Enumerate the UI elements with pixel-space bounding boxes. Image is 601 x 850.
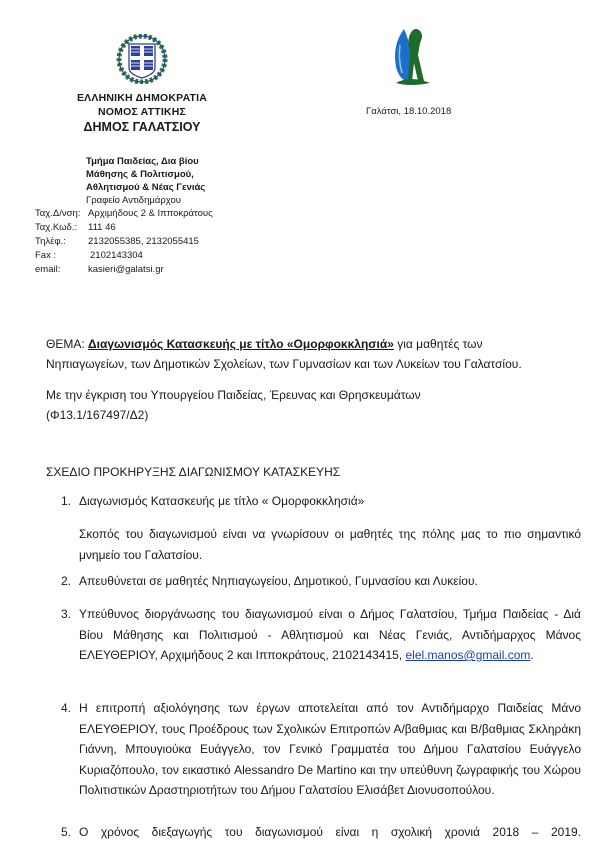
office-name: Γραφείο Αντιδημάρχου (86, 195, 181, 206)
contact-fax: Fax : 2102143304 (35, 250, 143, 261)
list-item-2: 2. Απευθύνεται σε μαθητές Νηπιαγωγείου, Δημοτικού, Γυμνασίου και Λυκείου. (61, 574, 478, 588)
list-item-1: 1. Διαγωνισμός Κατασκευής με τίτλο « Ομορφοκκλησιά» (61, 494, 365, 508)
department-line1: Τμήμα Παιδείας, Δια βίου (86, 156, 199, 167)
email-link[interactable]: elel.manos@gmail.com (405, 648, 531, 662)
letterhead-municipality: ΔΗΜΟΣ ΓΑΛΑΤΣΙΟΥ (83, 120, 201, 134)
list-item-1-description: Σκοπός του διαγωνισμού είναι να γνωρίσουν οι μαθητές της πόλης μας το πιο σημαντικό μνημείο του Γαλατσίου. (79, 527, 581, 562)
subject-title: Διαγωνισμός Κατασκευής με τίτλο «Ομορφοκκλησιά» (88, 337, 394, 351)
list-item-4: 4. Η επιτροπή αξιολόγησης των έργων αποτελείται από τον Αντιδήμαρχο Παιδείας Μάνο ΕΛΕΥΘΕΡΙΟΥ, τους Προέδρους των Σχολικών Επιτροπών Α/βαθμιας και Β/βαθμιας Σκληράκη Γιάννη, Μπουγιούκα Ευάγγελο, τον Γενικό Γραμματέα του Δήμου Γαλατσίου Ευάγγελο Κυριαζόπουλο, τον εικαστικό Alessandro De Martino και την υπεύθυνη ζωγραφικής του Χώρου Πολιτιστικών Δραστηριοτήτων του Δήμου Γαλατσίου Ελισάβετ Διονυσοπούλου. (61, 701, 581, 797)
date-line: Γαλάτσι, 18.10.2018 (366, 106, 452, 117)
department-line3: Αθλητισμού & Νέας Γενιάς (86, 182, 206, 193)
contact-address: Ταχ.Δ/νση: Αρχιμήδους 2 & Ιπποκράτους (35, 208, 213, 219)
contact-postcode: Ταχ.Κωδ.: 111 46 (35, 222, 116, 233)
approval: Με την έγκριση του Υπουργείου Παιδείας, Έρευνας και Θρησκευμάτων (Φ13.1/167497/Δ2) (46, 388, 421, 422)
contact-email: email: kasieri@galatsi.gr (35, 264, 164, 275)
department-line2: Μάθησης & Πολιτισμού, (86, 169, 194, 180)
contact-phone: Τηλέφ.: 2132055385, 2132055415 (35, 236, 199, 247)
subject: ΘΕΜΑ: Διαγωνισμός Κατασκευής με τίτλο «Ομορφοκκλησιά» για μαθητές των Νηπιαγωγείων, των Δημοτικών Σχολείων, των Γυμνασίων και των Λυκείων του Γαλατσίου. (46, 337, 522, 371)
letterhead-line2: ΝΟΜΟΣ ΑΤΤΙΚΗΣ (97, 106, 186, 118)
section-title: ΣΧΕΔΙΟ ΠΡΟΚΗΡΥΞΗΣ ΔΙΑΓΩΝΙΣΜΟΥ ΚΑΤΑΣΚΕΥΗΣ (46, 465, 341, 479)
list-item-3: 3. Υπεύθυνος διοργάνωσης του διαγωνισμού είναι ο Δήμος Γαλατσίου, Τμήμα Παιδείας - Διά Βίου Μάθησης και Πολιτισμού - Αθλητισμού και Νέας Γενιάς, Αντιδήμαρχος Μάνος ΕΛΕΥΘΕΡΙΟΥ, Αρχιμήδους 2 και Ιπποκράτους, 2102143415, elel.manos@gmail.com. (61, 607, 581, 662)
greek-emblem-icon (116, 34, 168, 84)
galatsi-logo-icon (390, 25, 435, 90)
list-item-5: 5. Ο χρόνος διεξαγωγής του διαγωνισμού είναι η σχολική χρονιά 2018 – 2019. (61, 825, 581, 839)
letterhead-line1: ΕΛΛΗΝΙΚΗ ΔΗΜΟΚΡΑΤΙΑ (76, 92, 208, 104)
department-name (86, 155, 205, 194)
